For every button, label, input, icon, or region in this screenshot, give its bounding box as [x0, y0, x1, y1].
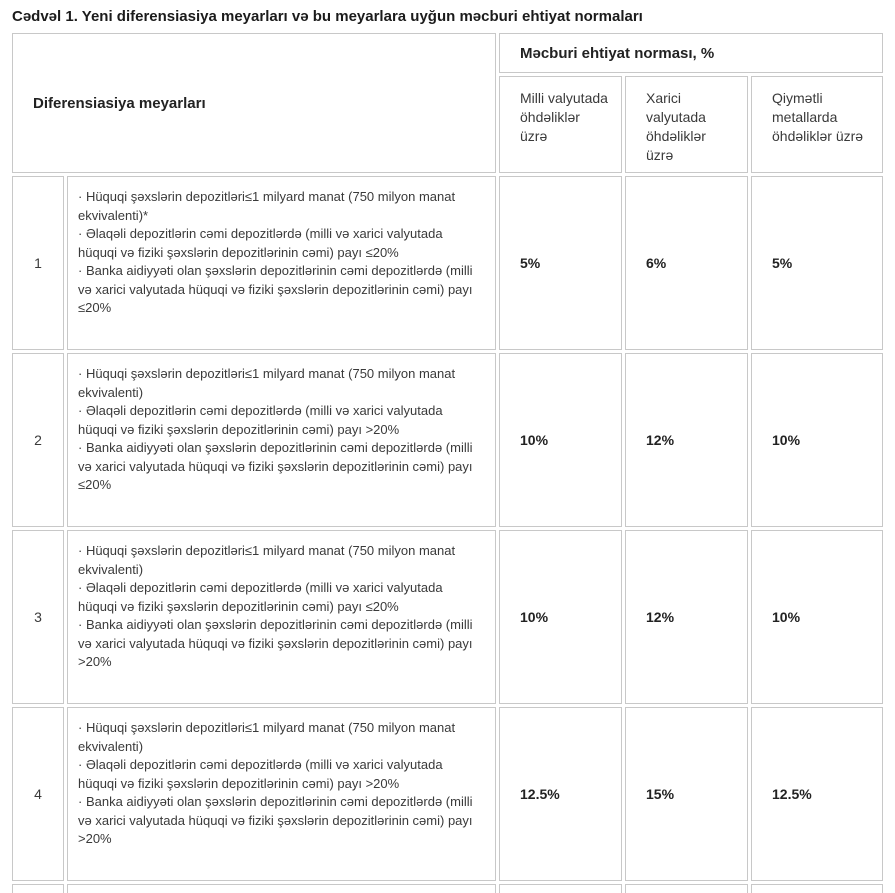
- value-national-currency: 5%: [499, 176, 622, 350]
- criteria-column-header: Diferensiasiya meyarları: [12, 33, 496, 173]
- row-number: 2: [12, 353, 64, 527]
- reserve-norms-table: [9, 30, 886, 893]
- value-foreign-currency: 12%: [625, 353, 748, 527]
- table-row-3: [12, 530, 883, 704]
- value-national-currency: 10%: [499, 353, 622, 527]
- criterion-item: · Banka aidiyyəti olan şəxslərin depozitlərinin cəmi depozitlərdə (milli və xarici valyutada hüquqi və fiziki şəxslərin depozitlərinin cəmi) payı ≤20%: [78, 440, 473, 492]
- column-header-national-currency: Milli valyutada öhdəliklər üzrə: [499, 76, 622, 173]
- row-criteria-cell: [67, 884, 496, 893]
- value-foreign-currency: [625, 884, 748, 893]
- criterion-item: · Banka aidiyyəti olan şəxslərin depozitlərinin cəmi depozitlərdə (milli və xarici valyutada hüquqi və fiziki şəxslərin depozitlərinin cəmi) payı >20%: [78, 794, 473, 846]
- header-row-group: [12, 33, 883, 73]
- table-row-2: [12, 353, 883, 527]
- criterion-item: · Hüquqi şəxslərin depozitləri≤1 milyard manat (750 milyon manat ekvivalenti)*: [78, 189, 456, 223]
- criterion-item: · Banka aidiyyəti olan şəxslərin depozitlərinin cəmi depozitlərdə (milli və xarici valyutada hüquqi və fiziki şəxslərin depozitlərinin cəmi) payı >20%: [78, 617, 473, 669]
- value-precious-metals: [751, 884, 883, 893]
- value-national-currency: [499, 884, 622, 893]
- column-header-foreign-currency: Xarici valyutada öhdəliklər üzrə: [625, 76, 748, 173]
- criterion-item: · Hüquqi şəxslərin depozitləri≤1 milyard manat (750 milyon manat ekvivalenti): [78, 543, 456, 577]
- row-criteria-cell: [67, 176, 496, 350]
- value-national-currency: 10%: [499, 530, 622, 704]
- value-precious-metals: 12.5%: [751, 707, 883, 881]
- value-foreign-currency: 15%: [625, 707, 748, 881]
- criterion-item: · Əlaqəli depozitlərin cəmi depozitlərdə (milli və xarici valyutada hüquqi və fiziki şəxslərin depozitlərinin cəmi) payı >20%: [78, 757, 443, 791]
- table-caption: Cədvəl 1. Yeni diferensiasiya meyarları və bu meyarlara uyğun məcburi ehtiyat normaları: [12, 8, 643, 25]
- criterion-item: · Əlaqəli depozitlərin cəmi depozitlərdə (milli və xarici valyutada hüquqi və fiziki şəxslərin depozitlərinin cəmi) payı ≤20%: [78, 580, 443, 614]
- row-number: 4: [12, 707, 64, 881]
- value-precious-metals: 5%: [751, 176, 883, 350]
- value-precious-metals: 10%: [751, 530, 883, 704]
- criterion-item: · Hüquqi şəxslərin depozitləri≤1 milyard manat (750 milyon manat ekvivalenti): [78, 366, 456, 400]
- table-row-partial: [12, 884, 883, 893]
- group-header-reserve-norm: Məcburi ehtiyat norması, %: [499, 33, 883, 73]
- table-row-1: [12, 176, 883, 350]
- value-national-currency: 12.5%: [499, 707, 622, 881]
- criterion-item: · Hüquqi şəxslərin depozitləri≤1 milyard manat (750 milyon manat ekvivalenti): [78, 720, 456, 754]
- value-foreign-currency: 6%: [625, 176, 748, 350]
- row-criteria-cell: [67, 353, 496, 527]
- criterion-item: · Əlaqəli depozitlərin cəmi depozitlərdə (milli və xarici valyutada hüquqi və fiziki şəxslərin depozitlərinin cəmi) payı >20%: [78, 403, 443, 437]
- criterion-item: · Əlaqəli depozitlərin cəmi depozitlərdə (milli və xarici valyutada hüquqi və fiziki şəxslərin depozitlərinin cəmi) payı ≤20%: [78, 226, 443, 260]
- row-criteria-cell: [67, 530, 496, 704]
- column-header-precious-metals: Qiymətli metallarda öhdəliklər üzrə: [751, 76, 883, 173]
- value-precious-metals: 10%: [751, 353, 883, 527]
- value-foreign-currency: 12%: [625, 530, 748, 704]
- row-number: 1: [12, 176, 64, 350]
- row-criteria-cell: [67, 707, 496, 881]
- criterion-item: · Banka aidiyyəti olan şəxslərin depozitlərinin cəmi depozitlərdə (milli və xarici valyutada hüquqi və fiziki şəxslərin depozitlərinin cəmi) payı ≤20%: [78, 263, 473, 315]
- row-number: [12, 884, 64, 893]
- table-row-4: [12, 707, 883, 881]
- row-number: 3: [12, 530, 64, 704]
